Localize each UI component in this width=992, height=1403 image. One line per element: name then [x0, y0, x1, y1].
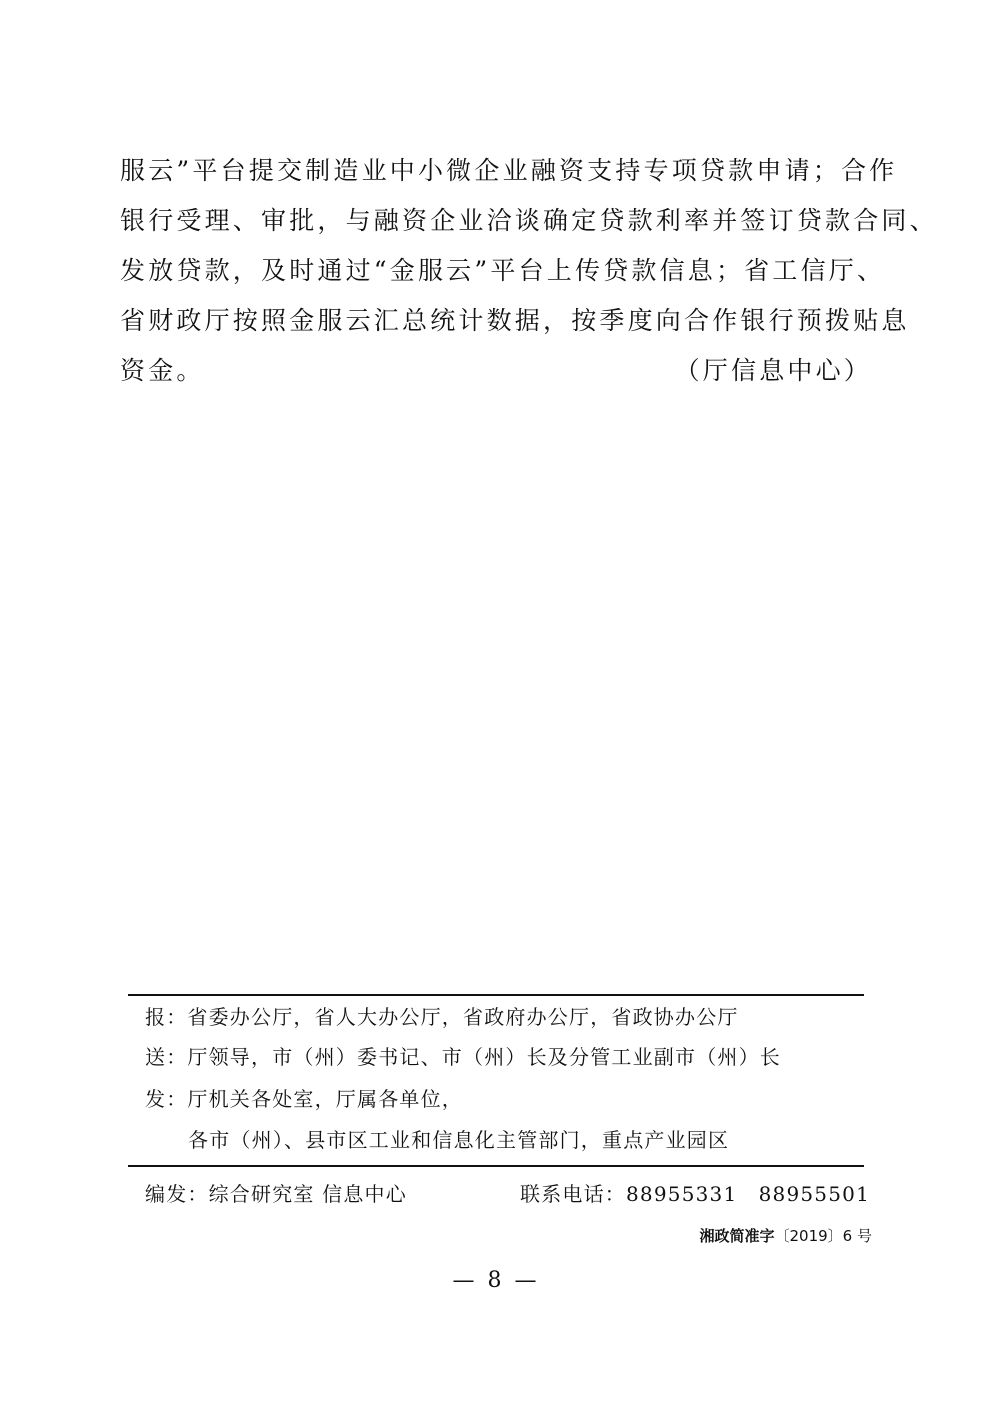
top-rule: [128, 994, 864, 996]
footer-row: [145, 1180, 870, 1208]
contact-phone: 联系电话：88955331 88955501: [520, 1182, 870, 1206]
distribution-fa: 发：厅机关各处室，厅属各单位，: [145, 1087, 463, 1111]
editor-info: 编发：综合研究室 信息中心: [145, 1182, 407, 1206]
body-line-4: 省财政厅按照金服云汇总统计数据，按季度向合作银行预拨贴息: [120, 306, 910, 335]
source-attribution: （厅信息中心）: [674, 356, 872, 385]
body-line-2: 银行受理、审批，与融资企业洽谈确定贷款利率并签订贷款合同、: [120, 206, 938, 235]
body-line-1: 服云”平台提交制造业中小微企业融资支持专项贷款申请；合作: [120, 156, 898, 185]
body-last-line: 资金。: [120, 356, 205, 385]
distribution-bao: 报：省委办公厅，省人大办公厅，省政府办公厅，省政协办公厅: [145, 1005, 739, 1029]
approval-issue: 〔2019〕6 号: [774, 1227, 872, 1245]
approval-prefix: 湘政简准字: [699, 1227, 775, 1245]
page-number: — 8 —: [452, 1268, 540, 1293]
distribution-song: 送：厅领导，市（州）委书记、市（州）长及分管工业副市（州）长: [145, 1045, 781, 1069]
body-line-5: [120, 353, 872, 389]
distribution-fa-continued: 各市（州）、县市区工业和信息化主管部门，重点产业园区: [188, 1128, 730, 1152]
approval-number: [699, 1225, 872, 1247]
body-line-3: 发放贷款，及时通过“金服云”平台上传贷款信息；省工信厅、: [120, 256, 886, 285]
bottom-rule: [128, 1165, 864, 1167]
